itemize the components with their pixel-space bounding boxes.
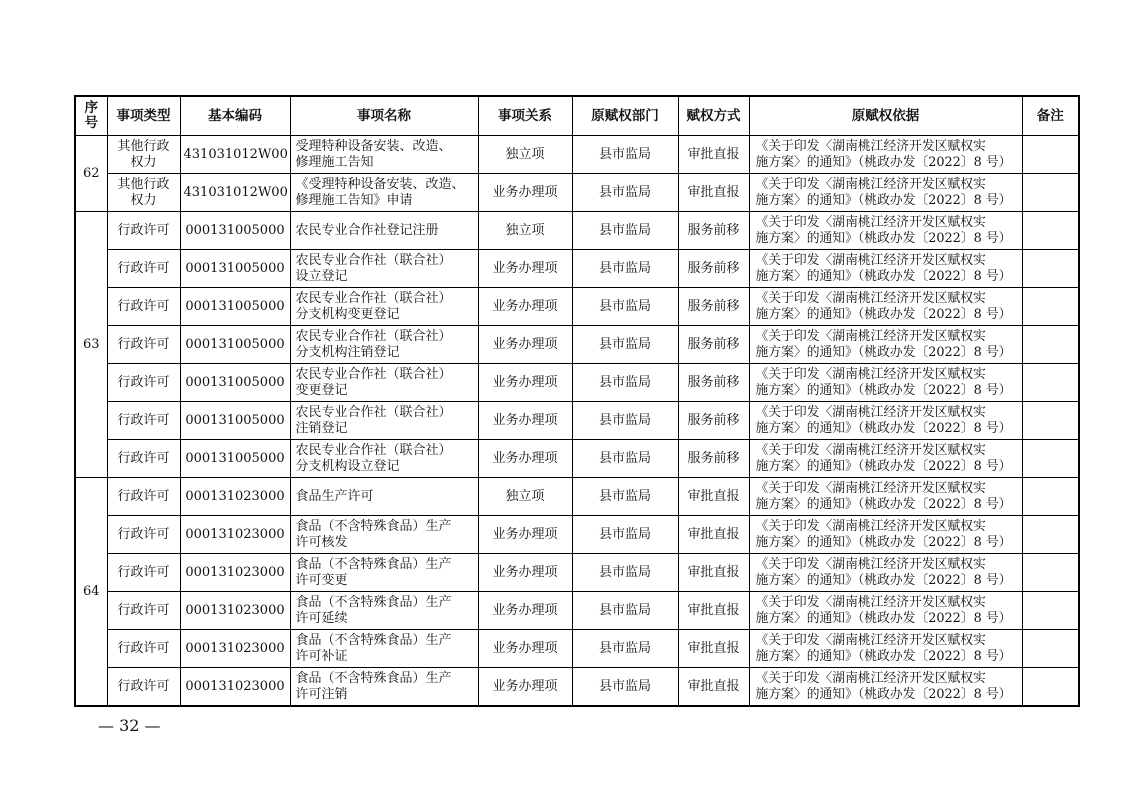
cell-dept: 县市监局: [572, 288, 678, 326]
cell-mode: 审批直报: [678, 478, 749, 516]
cell-mode: 审批直报: [678, 554, 749, 592]
cell-name: 食品（不含特殊食品）生产 许可注销: [290, 668, 478, 707]
cell-relation: 独立项: [478, 136, 572, 174]
cell-dept: 县市监局: [572, 402, 678, 440]
cell-dept: 县市监局: [572, 174, 678, 212]
table-row: [75, 478, 1079, 516]
table-row: [75, 136, 1079, 174]
cell-basis: 《关于印发〈湖南桃江经济开发区赋权实 施方案〉的通知》（桃政办发〔2022〕8 号）: [749, 174, 1022, 212]
cell-dept: 县市监局: [572, 212, 678, 250]
header-relation: 事项关系: [478, 96, 572, 136]
table-row: [75, 440, 1079, 478]
cell-name: 《受理特种设备安装、改造、 修理施工告知》申请: [290, 174, 478, 212]
cell-name: 农民专业合作社（联合社） 分支机构注销登记: [290, 326, 478, 364]
cell-remark: [1022, 516, 1079, 554]
cell-code: 000131005000: [180, 288, 290, 326]
cell-basis: 《关于印发〈湖南桃江经济开发区赋权实 施方案〉的通知》（桃政办发〔2022〕8 号）: [749, 288, 1022, 326]
header-basis: 原赋权依据: [749, 96, 1022, 136]
cell-basis: 《关于印发〈湖南桃江经济开发区赋权实 施方案〉的通知》（桃政办发〔2022〕8 号）: [749, 212, 1022, 250]
cell-basis: 《关于印发〈湖南桃江经济开发区赋权实 施方案〉的通知》（桃政办发〔2022〕8 号）: [749, 592, 1022, 630]
cell-relation: 业务办理项: [478, 174, 572, 212]
header-name: 事项名称: [290, 96, 478, 136]
cell-dept: 县市监局: [572, 592, 678, 630]
cell-basis: 《关于印发〈湖南桃江经济开发区赋权实 施方案〉的通知》（桃政办发〔2022〕8 号）: [749, 516, 1022, 554]
cell-dept: 县市监局: [572, 136, 678, 174]
cell-mode: 服务前移: [678, 288, 749, 326]
cell-code: 431031012W00: [180, 174, 290, 212]
cell-type: 行政许可: [107, 402, 180, 440]
cell-mode: 服务前移: [678, 326, 749, 364]
table-row: [75, 288, 1079, 326]
table-row: [75, 554, 1079, 592]
cell-basis: 《关于印发〈湖南桃江经济开发区赋权实 施方案〉的通知》（桃政办发〔2022〕8 号）: [749, 136, 1022, 174]
cell-type: 其他行政 权力: [107, 174, 180, 212]
cell-name: 农民专业合作社（联合社） 设立登记: [290, 250, 478, 288]
table-header-row: [75, 96, 1079, 136]
cell-code: 000131023000: [180, 668, 290, 707]
cell-remark: [1022, 592, 1079, 630]
cell-type: 行政许可: [107, 516, 180, 554]
table-row: [75, 516, 1079, 554]
cell-mode: 审批直报: [678, 136, 749, 174]
cell-mode: 服务前移: [678, 250, 749, 288]
cell-mode: 审批直报: [678, 516, 749, 554]
cell-relation: 独立项: [478, 212, 572, 250]
cell-name: 农民专业合作社（联合社） 注销登记: [290, 402, 478, 440]
cell-name: 农民专业合作社登记注册: [290, 212, 478, 250]
cell-mode: 服务前移: [678, 402, 749, 440]
cell-name: 食品生产许可: [290, 478, 478, 516]
table-row: [75, 212, 1079, 250]
cell-remark: [1022, 630, 1079, 668]
cell-name: 受理特种设备安装、改造、 修理施工告知: [290, 136, 478, 174]
cell-mode: 服务前移: [678, 212, 749, 250]
cell-dept: 县市监局: [572, 364, 678, 402]
cell-type: 行政许可: [107, 440, 180, 478]
header-code: 基本编码: [180, 96, 290, 136]
cell-mode: 服务前移: [678, 440, 749, 478]
cell-remark: [1022, 402, 1079, 440]
cell-code: 000131005000: [180, 326, 290, 364]
table-row: [75, 364, 1079, 402]
cell-code: 000131005000: [180, 364, 290, 402]
cell-name: 农民专业合作社（联合社） 分支机构变更登记: [290, 288, 478, 326]
cell-relation: 业务办理项: [478, 402, 572, 440]
cell-code: 000131005000: [180, 250, 290, 288]
cell-code: 000131005000: [180, 402, 290, 440]
cell-dept: 县市监局: [572, 478, 678, 516]
cell-mode: 服务前移: [678, 364, 749, 402]
header-type: 事项类型: [107, 96, 180, 136]
cell-type: 行政许可: [107, 212, 180, 250]
cell-seq: 62: [75, 136, 107, 212]
cell-dept: 县市监局: [572, 440, 678, 478]
cell-dept: 县市监局: [572, 516, 678, 554]
cell-relation: 业务办理项: [478, 326, 572, 364]
cell-remark: [1022, 478, 1079, 516]
cell-relation: 独立项: [478, 478, 572, 516]
cell-name: 食品（不含特殊食品）生产 许可补证: [290, 630, 478, 668]
cell-remark: [1022, 326, 1079, 364]
cell-type: 行政许可: [107, 326, 180, 364]
cell-remark: [1022, 668, 1079, 707]
cell-mode: 审批直报: [678, 592, 749, 630]
table-row: [75, 668, 1079, 707]
cell-basis: 《关于印发〈湖南桃江经济开发区赋权实 施方案〉的通知》（桃政办发〔2022〕8 号）: [749, 402, 1022, 440]
cell-seq: 63: [75, 212, 107, 478]
cell-name: 农民专业合作社（联合社） 分支机构设立登记: [290, 440, 478, 478]
header-seq: 序号: [75, 96, 107, 136]
page-number: — 32 —: [98, 716, 161, 735]
cell-remark: [1022, 288, 1079, 326]
cell-seq: 64: [75, 478, 107, 707]
cell-name: 农民专业合作社（联合社） 变更登记: [290, 364, 478, 402]
table-row: [75, 402, 1079, 440]
cell-dept: 县市监局: [572, 630, 678, 668]
cell-basis: 《关于印发〈湖南桃江经济开发区赋权实 施方案〉的通知》（桃政办发〔2022〕8 号）: [749, 364, 1022, 402]
cell-relation: 业务办理项: [478, 516, 572, 554]
cell-relation: 业务办理项: [478, 592, 572, 630]
header-dept: 原赋权部门: [572, 96, 678, 136]
cell-dept: 县市监局: [572, 554, 678, 592]
cell-code: 000131023000: [180, 554, 290, 592]
cell-code: 000131023000: [180, 516, 290, 554]
cell-name: 食品（不含特殊食品）生产 许可核发: [290, 516, 478, 554]
cell-type: 行政许可: [107, 288, 180, 326]
authority-table: [74, 95, 1080, 707]
table-body: [75, 136, 1079, 707]
cell-remark: [1022, 212, 1079, 250]
table-row: [75, 592, 1079, 630]
cell-code: 000131005000: [180, 212, 290, 250]
cell-relation: 业务办理项: [478, 668, 572, 707]
cell-relation: 业务办理项: [478, 250, 572, 288]
table-row: [75, 250, 1079, 288]
cell-basis: 《关于印发〈湖南桃江经济开发区赋权实 施方案〉的通知》（桃政办发〔2022〕8 号）: [749, 630, 1022, 668]
table-row: [75, 174, 1079, 212]
cell-type: 其他行政 权力: [107, 136, 180, 174]
cell-type: 行政许可: [107, 668, 180, 707]
cell-dept: 县市监局: [572, 250, 678, 288]
cell-name: 食品（不含特殊食品）生产 许可变更: [290, 554, 478, 592]
cell-type: 行政许可: [107, 364, 180, 402]
header-remark: 备注: [1022, 96, 1079, 136]
cell-type: 行政许可: [107, 630, 180, 668]
cell-type: 行政许可: [107, 592, 180, 630]
cell-dept: 县市监局: [572, 668, 678, 707]
cell-remark: [1022, 250, 1079, 288]
cell-relation: 业务办理项: [478, 630, 572, 668]
table-row: [75, 326, 1079, 364]
cell-code: 000131023000: [180, 478, 290, 516]
cell-relation: 业务办理项: [478, 364, 572, 402]
cell-mode: 审批直报: [678, 668, 749, 707]
cell-relation: 业务办理项: [478, 554, 572, 592]
cell-code: 000131023000: [180, 592, 290, 630]
cell-basis: 《关于印发〈湖南桃江经济开发区赋权实 施方案〉的通知》（桃政办发〔2022〕8 号）: [749, 668, 1022, 707]
cell-basis: 《关于印发〈湖南桃江经济开发区赋权实 施方案〉的通知》（桃政办发〔2022〕8 号）: [749, 326, 1022, 364]
cell-code: 431031012W00: [180, 136, 290, 174]
cell-type: 行政许可: [107, 250, 180, 288]
cell-type: 行政许可: [107, 478, 180, 516]
cell-basis: 《关于印发〈湖南桃江经济开发区赋权实 施方案〉的通知》（桃政办发〔2022〕8 号）: [749, 554, 1022, 592]
cell-type: 行政许可: [107, 554, 180, 592]
cell-basis: 《关于印发〈湖南桃江经济开发区赋权实 施方案〉的通知》（桃政办发〔2022〕8 号）: [749, 478, 1022, 516]
cell-code: 000131005000: [180, 440, 290, 478]
cell-dept: 县市监局: [572, 326, 678, 364]
cell-remark: [1022, 136, 1079, 174]
table-row: [75, 630, 1079, 668]
cell-relation: 业务办理项: [478, 288, 572, 326]
cell-mode: 审批直报: [678, 630, 749, 668]
header-mode: 赋权方式: [678, 96, 749, 136]
cell-remark: [1022, 174, 1079, 212]
cell-remark: [1022, 364, 1079, 402]
cell-code: 000131023000: [180, 630, 290, 668]
cell-mode: 审批直报: [678, 174, 749, 212]
cell-name: 食品（不含特殊食品）生产 许可延续: [290, 592, 478, 630]
cell-basis: 《关于印发〈湖南桃江经济开发区赋权实 施方案〉的通知》（桃政办发〔2022〕8 号）: [749, 250, 1022, 288]
cell-remark: [1022, 440, 1079, 478]
cell-relation: 业务办理项: [478, 440, 572, 478]
cell-remark: [1022, 554, 1079, 592]
cell-basis: 《关于印发〈湖南桃江经济开发区赋权实 施方案〉的通知》（桃政办发〔2022〕8 号）: [749, 440, 1022, 478]
